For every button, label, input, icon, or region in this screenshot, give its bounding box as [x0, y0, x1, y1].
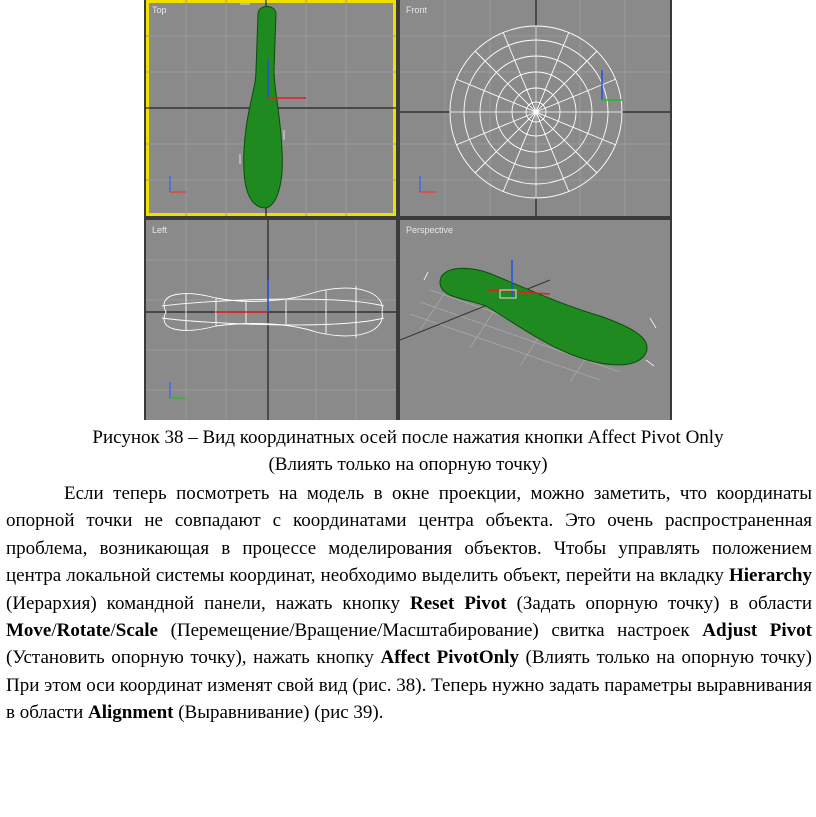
object-shape[interactable]: [244, 7, 283, 209]
term-adjust-pivot: Adjust Pivot: [702, 620, 812, 642]
viewport-front[interactable]: [400, 0, 670, 216]
text-run: (Установить опорную точку), нажать кнопку: [6, 647, 381, 669]
text-run: Если теперь посмотреть на модель в окне проекции, можно заметить, что координаты опорной точки не совпадают с координатами центра объекта. Это очень распространенная проблема, возникающая в процессе моделирования объектов. Чтобы управлять положением центра локальной системы координат, необходимо выделить объект, перейти на вкладку: [6, 483, 812, 587]
viewport-top-canvas: [146, 0, 396, 216]
viewport-left-canvas: [146, 220, 396, 420]
caption-line-1: Рисунок 38 – Вид координатных осей после нажатия кнопки Affect Pivot Only: [92, 427, 724, 448]
text-run: (Иерархия) командной панели, нажать кнопку: [6, 592, 410, 614]
viewport-label-front[interactable]: Front: [406, 5, 428, 15]
viewport-perspective-canvas: [400, 220, 670, 420]
viewport-left[interactable]: [146, 220, 396, 420]
term-affect-pivot-only: Affect PivotOnly: [380, 647, 519, 669]
viewport-top[interactable]: [146, 0, 396, 216]
viewport-label-left[interactable]: Left: [152, 225, 168, 235]
term-scale: Scale: [115, 620, 158, 642]
figure-caption: [0, 424, 816, 478]
viewport-perspective[interactable]: [400, 220, 670, 420]
text-run: (Выравнивание) (рис 39).: [173, 702, 384, 724]
text-run: (Задать опорную точку) в области: [506, 592, 812, 614]
text-run: (Перемещение/Вращение/Масштабирование) свитка настроек: [157, 620, 703, 642]
term-rotate: Rotate: [56, 620, 111, 642]
body-paragraph: [6, 480, 812, 727]
text-run: /: [110, 620, 116, 642]
viewport-front-canvas: [400, 0, 670, 216]
text-run: /: [51, 620, 57, 642]
viewport-label-perspective[interactable]: Perspective: [406, 225, 454, 235]
caption-line-2: (Влиять только на опорную точку): [268, 454, 548, 475]
viewport-label-top[interactable]: Top: [152, 5, 167, 15]
axis-gizmo: [170, 176, 186, 192]
term-move: Move: [6, 620, 52, 642]
object-wireframe: [450, 26, 622, 198]
text-run: (Влиять только на опорную точку) При этом оси координат изменят свой вид (рис. 38). Теперь нужно задать параметры выравнивания в области: [6, 647, 813, 724]
term-reset-pivot: Reset Pivot: [409, 592, 507, 614]
term-hierarchy: Hierarchy: [728, 565, 812, 587]
figure-38: [144, 0, 672, 420]
term-alignment: Alignment: [87, 702, 174, 724]
paragraph-text: [6, 480, 812, 727]
